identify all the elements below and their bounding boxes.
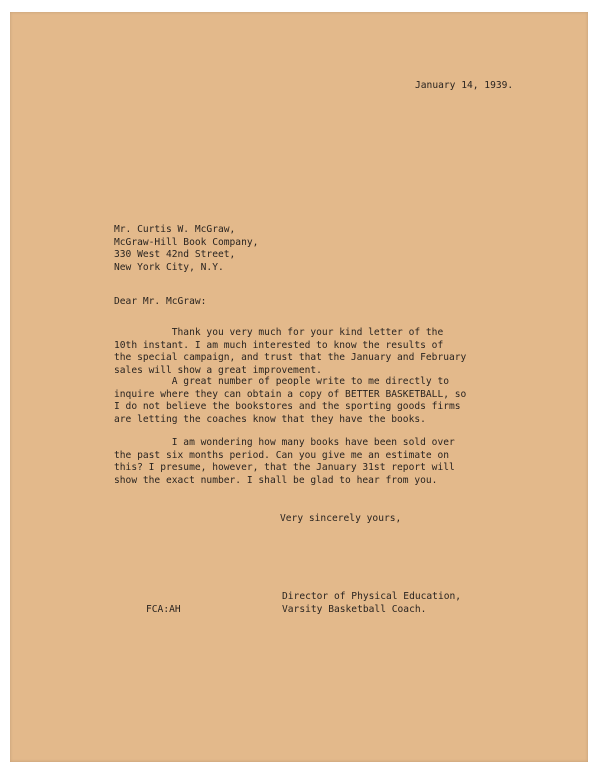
signature-title: Varsity Basketball Coach. bbox=[282, 603, 427, 615]
recipient-city: New York City, N.Y. bbox=[114, 261, 224, 273]
body-paragraph-1 bbox=[114, 327, 484, 377]
recipient-address bbox=[114, 224, 258, 274]
paragraph-line: 10th instant. I am much interested to know the results of bbox=[114, 339, 444, 351]
paragraph-line: A great number of people write to me directly to bbox=[114, 376, 450, 387]
paragraph-line: the past six months period. Can you give me an estimate on bbox=[114, 449, 450, 461]
letter-date: January 14, 1939. bbox=[415, 80, 514, 91]
paragraph-line: Thank you very much for your kind letter of the bbox=[114, 327, 444, 338]
paragraph-line: are letting the coaches know that they have the books. bbox=[114, 413, 426, 425]
paragraph-line: sales will show a great improvement. bbox=[114, 364, 322, 376]
paragraph-line: this? I presume, however, that the January 31st report will bbox=[114, 462, 455, 474]
letter-page bbox=[10, 12, 588, 762]
body-paragraph-3 bbox=[114, 437, 484, 487]
paragraph-line: inquire where they can obtain a copy of BETTER BASKETBALL, so bbox=[114, 388, 467, 400]
paragraph-line: show the exact number. I shall be glad to hear from you. bbox=[114, 474, 438, 486]
salutation: Dear Mr. McGraw: bbox=[114, 296, 207, 307]
closing: Very sincerely yours, bbox=[280, 513, 402, 524]
recipient-street: 330 West 42nd Street, bbox=[114, 249, 236, 261]
recipient-name: Mr. Curtis W. McGraw, bbox=[114, 224, 236, 235]
body-paragraph-2 bbox=[114, 376, 484, 426]
paragraph-line: the special campaign, and trust that the January and February bbox=[114, 352, 467, 364]
paragraph-line: I do not believe the bookstores and the sporting goods firms bbox=[114, 401, 461, 413]
reference-initials: FCA:AH bbox=[146, 604, 181, 615]
paragraph-line: I am wondering how many books have been sold over bbox=[114, 437, 455, 448]
recipient-company: McGraw-Hill Book Company, bbox=[114, 236, 259, 248]
signature-title: Director of Physical Education, bbox=[282, 591, 462, 602]
signature-block bbox=[282, 591, 461, 616]
